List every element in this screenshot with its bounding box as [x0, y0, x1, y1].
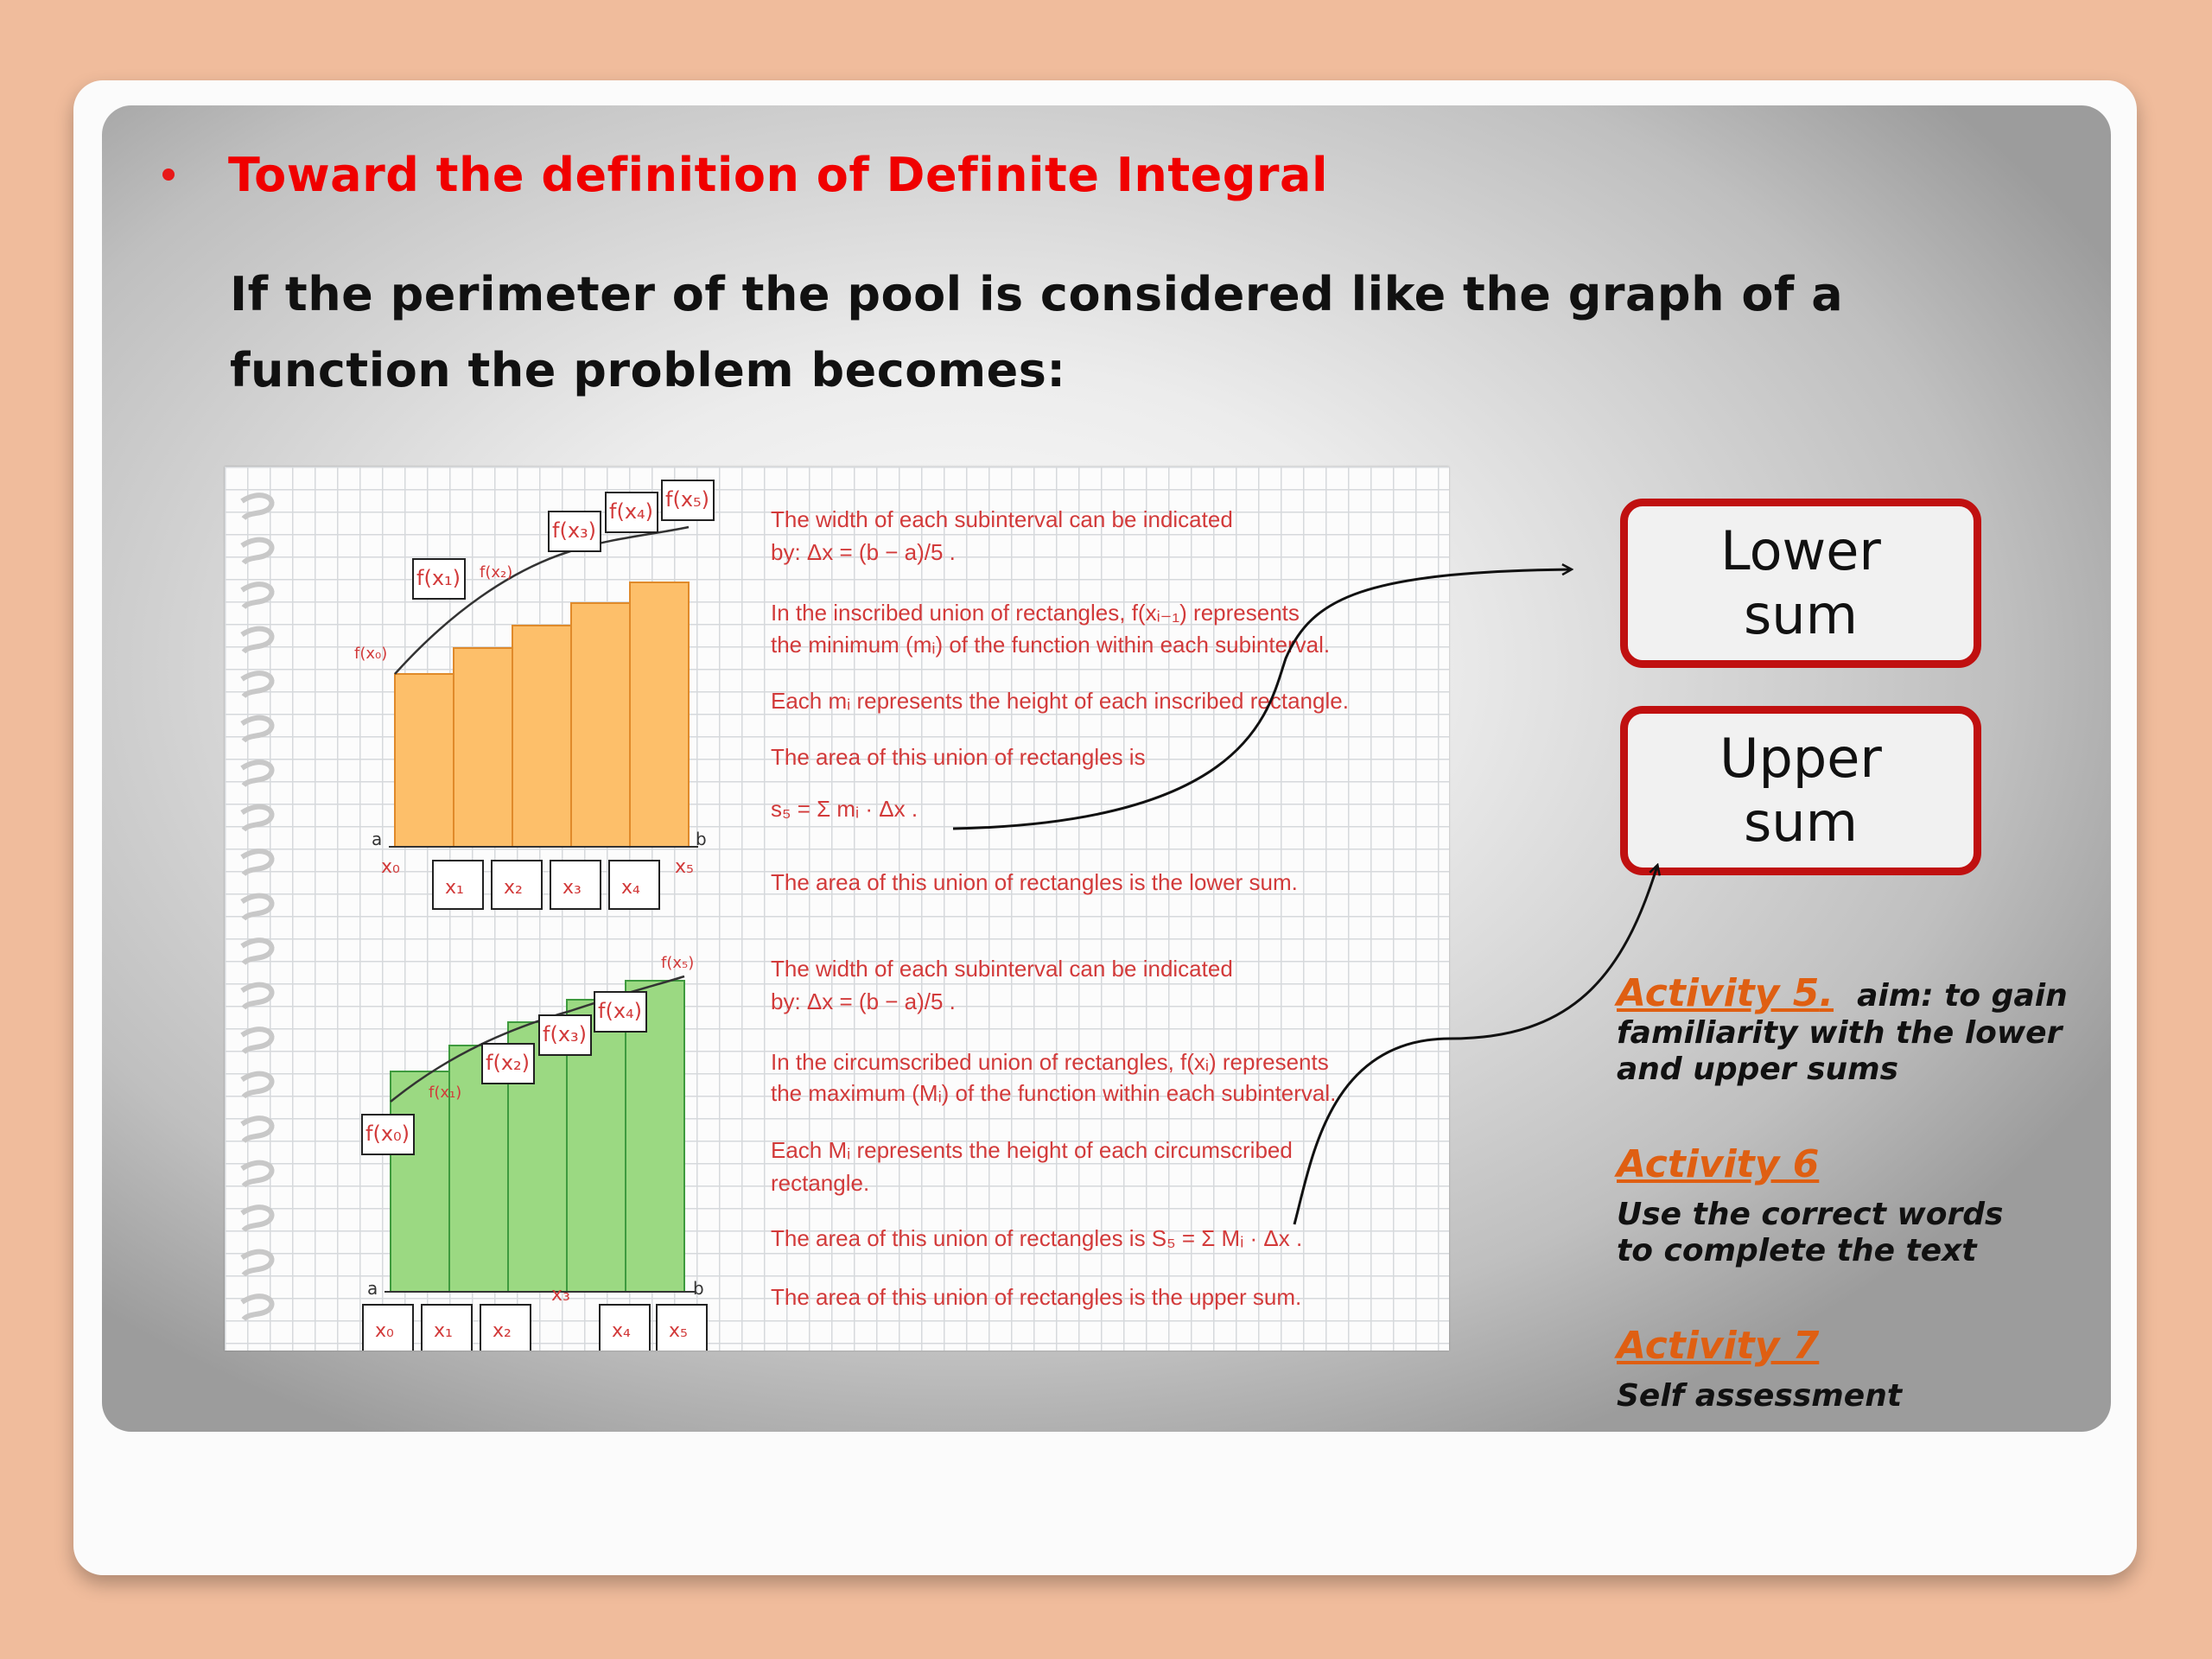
upper-f-label: f(x₂)	[486, 1051, 530, 1075]
arrow-to-lower-sum	[953, 569, 1571, 829]
upper-x-label: x₃	[551, 1284, 570, 1306]
lower-text-line: In the inscribed union of rectangles, f(xᵢ₋₁) represents	[771, 600, 1300, 626]
upper-text-line: The width of each subinterval can be indicated	[771, 956, 1233, 982]
lower-f-label: f(x₃)	[552, 518, 596, 543]
arrow-to-upper-sum	[1294, 866, 1657, 1224]
activity-5-link[interactable]: Activity 5	[1617, 971, 1820, 1015]
lower-x-label: x₄	[621, 877, 640, 899]
upper-text-line: by: Δx = (b − a)/5 .	[771, 988, 956, 1014]
activity-5-punct: .	[1819, 971, 1834, 1015]
slide-content	[102, 105, 2111, 1432]
upper-text-line: the maximum (Mᵢ) of the function within each subinterval.	[771, 1080, 1337, 1106]
upper-text-line: The area of this union of rectangles is S₅ = Σ Mᵢ · Δx .	[771, 1225, 1303, 1251]
upper-x-label: x₀	[375, 1320, 394, 1342]
lower-x-label: x₃	[563, 877, 582, 899]
lower-text-line: The area of this union of rectangles is	[771, 744, 1146, 770]
upper-f-label: f(x₃)	[543, 1022, 587, 1046]
lower-x-label: x₂	[504, 877, 523, 899]
upper-x-label: x₄	[612, 1320, 631, 1342]
upper-sum-label: Upper sum	[1719, 727, 1882, 854]
upper-text-line: Each Mᵢ represents the height of each circumscribed	[771, 1137, 1293, 1163]
lower-text-line: The width of each subinterval can be indicated	[771, 506, 1233, 532]
lower-text-line: s₅ = Σ mᵢ · Δx .	[771, 796, 918, 822]
upper-x-label: x₁	[434, 1320, 453, 1342]
activity-6-link[interactable]: Activity 6	[1617, 1142, 1820, 1186]
lower-f-label: f(x₅)	[665, 487, 709, 512]
lower-x-label: x₁	[445, 877, 464, 899]
activity-6-desc: Use the correct words to complete the text	[1617, 1197, 2004, 1268]
upper-text-line: The area of this union of rectangles is the upper sum.	[771, 1284, 1302, 1310]
lower-a-label: a	[372, 829, 383, 849]
upper-f-label: f(x₀)	[365, 1122, 410, 1146]
upper-x-label: x₂	[493, 1320, 512, 1342]
lower-f-label: f(x₂)	[480, 563, 513, 582]
lower-sum-label: Lower sum	[1720, 519, 1881, 646]
lower-text-line: Each mᵢ represents the height of each inscribed rectangle.	[771, 688, 1349, 714]
lower-text-line: the minimum (mᵢ) of the function within each subinterval.	[771, 632, 1331, 658]
lower-x-label: x₀	[381, 856, 400, 878]
upper-text-line: rectangle.	[771, 1170, 870, 1196]
activity-7-link[interactable]: Activity 7	[1617, 1324, 1820, 1368]
upper-f-label: f(x₅)	[661, 954, 695, 972]
lower-x-label: x₅	[675, 856, 694, 878]
upper-f-label: f(x₁)	[429, 1084, 462, 1102]
activity-5-desc: aim: to gain familiarity with the lower and upper sums	[1617, 978, 2068, 1087]
upper-b-label: b	[693, 1278, 704, 1299]
lower-f-label: f(x₀)	[354, 645, 388, 663]
upper-a-label: a	[367, 1278, 378, 1299]
activity-7-desc: Self assessment	[1617, 1378, 1903, 1414]
slide-title: Toward the definition of Definite Integral	[228, 147, 1328, 202]
connector-arrows	[102, 105, 2111, 1432]
lower-f-label: f(x₄)	[609, 499, 653, 524]
lower-b-label: b	[696, 829, 707, 849]
intro-text: If the perimeter of the pool is considered like the graph of a function the problem becomes:	[230, 267, 1844, 397]
upper-x-label: x₅	[669, 1320, 688, 1342]
lower-f-label: f(x₁)	[416, 566, 461, 590]
lower-text-line: by: Δx = (b − a)/5 .	[771, 539, 956, 565]
lower-text-line: The area of this union of rectangles is the lower sum.	[771, 869, 1298, 895]
upper-text-line: In the circumscribed union of rectangles, f(xᵢ) represents	[771, 1049, 1329, 1075]
upper-f-label: f(x₄)	[598, 999, 642, 1023]
